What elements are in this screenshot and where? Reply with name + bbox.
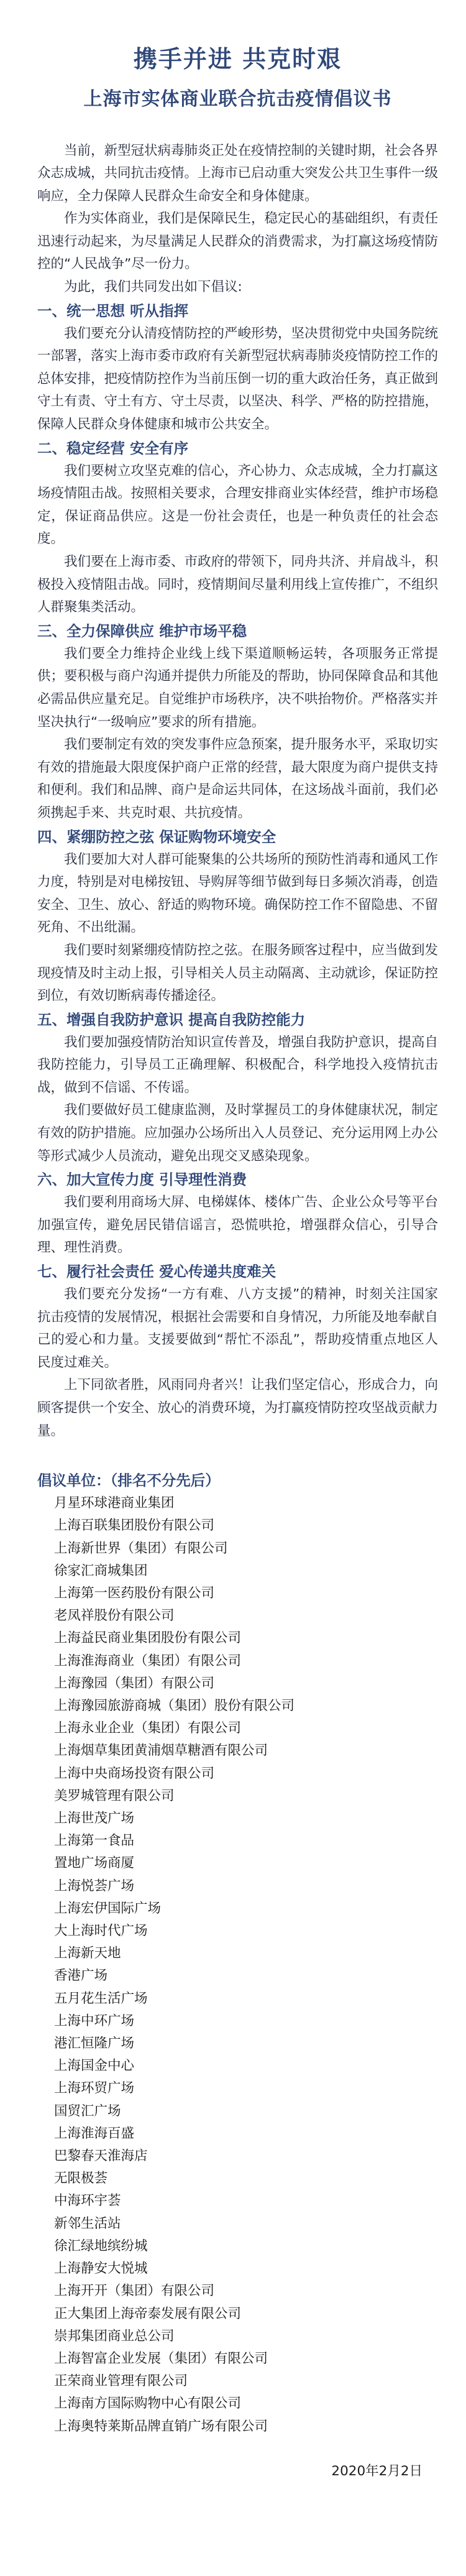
initiator-item: 徐家汇商城集团 (54, 1563, 148, 1579)
section-paragraph: 上下同欲者胜，风雨同舟者兴！让我们坚定信心，形成合力，向顾客提供一个安全、放心的消费环境，为打赢疫情防控攻坚战贡献力量。 (37, 1377, 439, 1439)
initiator-item: 五月花生活广场 (54, 1990, 148, 2006)
initiator-item: 上海奥特莱斯品牌直销广场有限公司 (54, 2418, 268, 2434)
initiative-sections (37, 299, 438, 1443)
document-title: 携手并进 共克时艰 (133, 45, 342, 73)
initiator-item: 徐汇绿地缤纷城 (54, 2238, 148, 2254)
section-heading: 一、统一思想 听从指挥 (37, 302, 189, 320)
section-paragraph: 我们要充分认清疫情防控的严峻形势，坚决贯彻党中央国务院统一部署，落实上海市委市政府有关新型冠状病毒肺炎疫情防控工作的总体安排，把疫情防控作为当前压倒一切的重大政治任务，真正做到守土有责、守土有方、守土尽责，以坚决、科学、严格的防控措施，保障人民群众身体健康和城市公共安全。 (37, 325, 439, 433)
section-paragraph: 我们要在上海市委、市政府的带领下，同舟共济、并肩战斗，积极投入疫情阻击战。同时，疫情期间尽量利用线上宣传推广，不组织人群聚集类活动。 (37, 554, 439, 616)
initiator-item: 上海第一食品 (54, 1833, 135, 1849)
initiator-item: 上海益民商业集团股份有限公司 (54, 1630, 242, 1646)
document-subtitle: 上海市实体商业联合抗击疫情倡议书 (83, 88, 392, 110)
initiator-item: 中海环宇荟 (54, 2193, 121, 2209)
document-date: 2020年2月2日 (331, 2463, 423, 2479)
initiators-list (37, 1492, 438, 2438)
initiator-item: 美罗城管理有限公司 (54, 1788, 175, 1804)
section-paragraph: 我们要全力维持企业线上线下渠道顺畅运转，各项服务正常提供；要积极与商户沟通并提供力所能及的帮助，协同保障食品和其他必需品供应量充足。自觉维护市场秩序，决不哄抬物价。严格落实并坚决执行“一级响应”要求的所有措施。 (37, 645, 439, 730)
initiator-item: 上海豫园旅游商城（集团）股份有限公司 (54, 1698, 295, 1714)
initiator-item: 老凤祥股份有限公司 (54, 1608, 175, 1624)
section-paragraph: 我们要做好员工健康监测，及时掌握员工的身体健康状况，制定有效的防护措施。应加强办公场所出入人员登记、充分运用网上办公等形式减少人员流动，避免出现交叉感染现象。 (37, 1102, 439, 1164)
section-heading: 三、全力保障供应 维护市场平稳 (37, 622, 247, 640)
initiator-item: 上海南方国际购物中心有限公司 (54, 2396, 242, 2412)
section-heading: 二、稳定经营 安全有序 (37, 439, 189, 457)
intro-paragraphs (37, 140, 438, 299)
initiator-item: 上海第一医药股份有限公司 (54, 1586, 215, 1601)
initiator-item: 上海淮海商业（集团）有限公司 (54, 1653, 242, 1669)
intro-paragraph: 为此，我们共同发出如下倡议: (64, 279, 242, 295)
initiator-item: 月星环球港商业集团 (54, 1495, 175, 1512)
initiator-item: 大上海时代广场 (54, 1923, 148, 1939)
section-paragraph: 我们要加强疫情防治知识宣传普及，增强自我防护意识，提高自我防控能力，引导员工正确理解、积极配合，科学地投入疫情抗击战，做到不信谣、不传谣。 (37, 1034, 439, 1096)
initiator-item: 香港广场 (54, 1968, 108, 1984)
section-heading: 四、紧绷防控之弦 保证购物环境安全 (37, 828, 276, 846)
initiator-item: 国贸汇广场 (54, 2103, 121, 2119)
section-paragraph: 我们要树立攻坚克难的信心，齐心协力、众志成城，全力打赢这场疫情阻击战。按照相关要求，合理安排商业实体经营，维护市场稳定，保证商品供应。这是一份社会责任，也是一种负责任的社会态度。 (37, 463, 439, 547)
initiator-item: 上海新天地 (54, 1946, 121, 1962)
initiator-item: 置地广场商厦 (54, 1855, 135, 1872)
section-paragraph: 我们要时刻紧绷疫情防控之弦。在服务顾客过程中，应当做到发现疫情及时主动上报，引导相关人员主动隔离、主动就诊，保证防控到位，有效切断病毒传播途径。 (37, 942, 439, 1004)
section-paragraph: 我们要利用商场大屏、电梯媒体、楼体广告、企业公众号等平台加强宣传，避免居民错信谣言，恐慌哄抢，增强群众信心，引导合理、理性消费。 (37, 1194, 439, 1256)
intro-paragraph: 当前，新型冠状病毒肺炎正处在疫情控制的关键时期，社会各界众志成城，共同抗击疫情。上海市已启动重大突发公共卫生事件一级响应，全力保障人民群众生命安全和身体健康。 (37, 142, 439, 204)
initiator-item: 上海中环广场 (54, 2013, 135, 2029)
initiator-item: 新邻生活站 (54, 2215, 121, 2232)
initiator-item: 上海豫园（集团）有限公司 (54, 1675, 215, 1691)
initiator-item: 上海新世界（集团）有限公司 (54, 1540, 228, 1556)
initiator-item: 上海悦荟广场 (54, 1878, 135, 1894)
initiator-item: 上海智富企业发展（集团）有限公司 (54, 2350, 268, 2366)
initiator-item: 港汇恒隆广场 (54, 2036, 135, 2052)
section-heading: 七、履行社会责任 爱心传递共度难关 (37, 1263, 276, 1281)
initiator-item: 上海宏伊国际广场 (54, 1900, 162, 1916)
section-paragraph: 我们要制定有效的突发事件应急预案，提升服务水平，采取切实有效的措施最大限度保护商户正常的经营，最大限度为商户提供支持和便利。我们和品牌、商户是命运共同体，在这场战斗面前，我们必须携起手来、共克时艰、共抗疫情。 (37, 737, 439, 821)
initiator-item: 巴黎春天淮海店 (54, 2148, 148, 2164)
initiator-item: 正大集团上海帝泰发展有限公司 (54, 2306, 242, 2322)
intro-paragraph: 作为实体商业，我们是保障民生，稳定民心的基础组织，有责任迅速行动起来，为尽量满足人民群众的消费需求，为打赢这场疫情防控的“人民战争”尽一份力。 (37, 211, 439, 272)
section-heading: 六、加大宣传力度 引导理性消费 (37, 1171, 247, 1189)
initiator-item: 上海淮海百盛 (54, 2125, 135, 2141)
initiator-item: 正荣商业管理有限公司 (54, 2373, 188, 2389)
section-heading: 五、增强自我防护意识 提高自我防控能力 (37, 1010, 306, 1028)
initiator-item: 上海百联集团股份有限公司 (54, 1518, 215, 1534)
initiators-heading: 倡议单位：（排名不分先后） (37, 1472, 220, 1490)
initiator-item: 上海国金中心 (54, 2058, 135, 2074)
initiator-item: 上海永业企业（集团）有限公司 (54, 1720, 242, 1737)
initiator-item: 上海开开（集团）有限公司 (54, 2283, 215, 2299)
initiator-item: 无限极荟 (54, 2171, 108, 2187)
initiator-item: 上海静安大悦城 (54, 2261, 148, 2277)
initiator-item: 上海世茂广场 (54, 1811, 135, 1827)
section-paragraph: 我们要加大对人群可能聚集的公共场所的预防性消毒和通风工作力度，特别是对电梯按钮、导购屏等细节做到每日多频次消毒，创造安全、卫生、放心、舒适的购物环境。确保防控工作不留隐患、不留死角、不出纰漏。 (37, 851, 439, 936)
initiator-item: 崇邦集团商业总公司 (54, 2328, 175, 2344)
initiator-item: 上海烟草集团黄浦烟草糖酒有限公司 (54, 1743, 268, 1759)
section-paragraph: 我们要充分发扬“一方有难、八方支援”的精神，时刻关注国家抗击疫情的发展情况，根据社会需要和自身情况，力所能及地奉献自己的爱心和力量。支援要做到“帮忙不添乱”，帮助疫情重点地区人民度过难关。 (37, 1286, 439, 1370)
initiator-item: 上海中央商场投资有限公司 (54, 1765, 215, 1781)
initiator-item: 上海环贸广场 (54, 2080, 135, 2097)
